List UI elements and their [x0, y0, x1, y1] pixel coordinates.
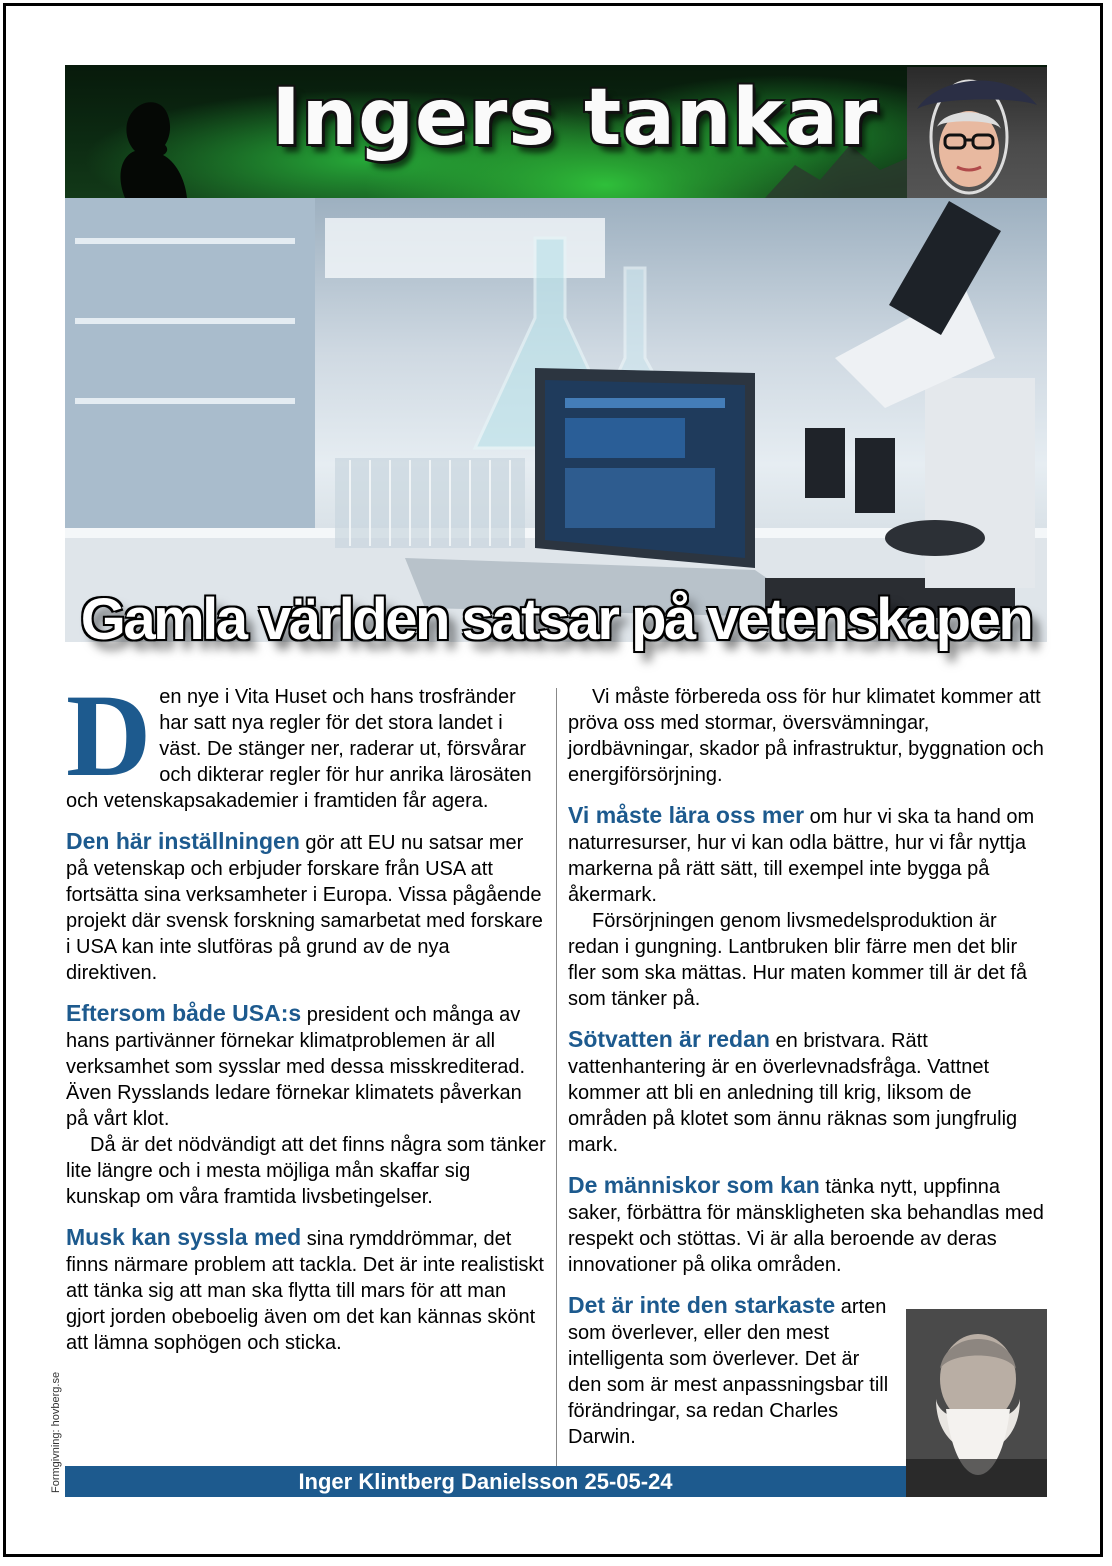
paragraph	[66, 828, 546, 986]
paragraph: Vi måste förbereda oss för hur klimatet kommer att pröva oss med stormar, översvämningar, jordbävningar, skador på infrastruktur, byggnation och energiförsörjning.	[568, 686, 1044, 786]
paragraph-text: om hur vi ska ta hand om naturresurser, hur vi kan odla bättre, hur vi får nyttja markerna på rätt sätt, till exempel inte bygga på åkermark.	[568, 806, 1035, 906]
header-banner	[65, 65, 1047, 198]
paragraph-lead: De människor som kan	[568, 1172, 820, 1198]
paragraph	[568, 1026, 1048, 1158]
paragraph-lead: Vi måste lära oss mer	[568, 802, 805, 828]
darwin-portrait	[906, 1309, 1047, 1497]
intro-paragraph	[66, 670, 546, 814]
left-column	[66, 670, 546, 1370]
author-portrait-icon	[907, 67, 1047, 198]
paragraph-text: president och många av hans partivänner förnekar klimatproblemen är all verksamhet som sysslar med dessa misskrediterad. Även Rysslands ledare förnekar klimatets påverkan på vårt klot.	[66, 1004, 526, 1130]
paragraph	[66, 1000, 546, 1132]
dropcap: D	[66, 670, 152, 801]
laboratory-illustration	[65, 198, 1047, 642]
banner-title: Ingers tankar	[271, 73, 879, 163]
footer-byline: Inger Klintberg Danielsson 25-05-24	[65, 1466, 906, 1497]
paragraph-lead: Sötvatten är redan	[568, 1026, 770, 1052]
design-credit: Formgivning: hovberg.se	[50, 1371, 62, 1493]
paragraph-text: en bristvara. Rätt vattenhantering är en överlevnadsfråga. Vattnet kommer att bli en anledning till krig, liksom de områden på klotet som ännu räknas som jungfrulig mark.	[568, 1030, 1018, 1156]
paragraph	[568, 1172, 1048, 1278]
paragraph-text: arten som överlever, eller den mest intelligenta som överlever. Det är den som är mest anpassningsbar till förändringar, sa redan Charles Darwin.	[568, 1296, 889, 1448]
paragraph	[568, 802, 1048, 908]
darwin-portrait-icon	[906, 1309, 1047, 1497]
paragraph-text: sina rymddrömmar, det finns närmare problem att tackla. Det är inte realistiskt att tänka sig att man ska flytta till mars för att man gjort jorden obeboelig även om det kan kännas skönt att lämna sophögen och sticka.	[66, 1228, 544, 1354]
paragraph-continued: Då är det nödvändigt att det finns några som tänker lite längre och i mesta möjliga mån skaffar sig kunskap om våra framtida livsbetingelser.	[66, 1134, 546, 1208]
column-divider	[556, 688, 557, 1466]
hero-image-laboratory	[65, 198, 1047, 642]
paragraph-lead: Musk kan syssla med	[66, 1224, 302, 1250]
paragraph-lead: Eftersom både USA:s	[66, 1000, 302, 1026]
woman-silhouette-icon	[95, 93, 195, 198]
intro-text: en nye i Vita Huset och hans trosfränder har satt nya regler för det stora landet i väst. De stänger ner, raderar ut, försvårar och dikterar regler för hur anrika lärosäten och vetenskapsakademier i framtiden får agera.	[66, 686, 532, 812]
paragraph-lead: Det är inte den starkaste	[568, 1292, 836, 1318]
headline: Gamla världen satsar på vetenskapen	[80, 587, 1032, 652]
paragraph-text: tänka nytt, uppfinna saker, förbättra för mänskligheten ska behandlas med respekt och stöttas. Vi är alla beroende av deras innovationer på olika områden.	[568, 1176, 1044, 1276]
paragraph	[66, 1224, 546, 1356]
paragraph-continued: Försörjningen genom livsmedelsproduktion är redan i gungning. Lantbruken blir färre men det blir fler som ska mättas. Hur maten kommer till är det få som tänker på.	[568, 910, 1028, 1010]
paragraph-lead: Den här inställningen	[66, 828, 300, 854]
author-portrait	[907, 67, 1047, 198]
paragraph-text: gör att EU nu satsar mer på vetenskap och erbjuder forskare från USA att fortsätta sina verksamheter i Europa. Vissa pågående projekt där svensk forskning samarbetat med forskare i USA kan inte slutföras på grund av de nya direktiven.	[66, 832, 543, 984]
